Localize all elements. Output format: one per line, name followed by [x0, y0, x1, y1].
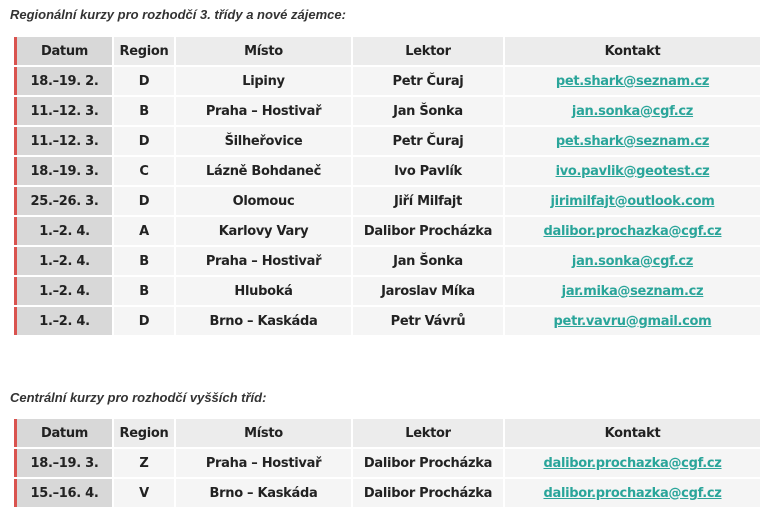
cell-kontakt [505, 277, 760, 305]
cell-kontakt [505, 307, 760, 335]
central-courses-title: Centrální kurzy pro rozhodčí vyšších tříd: [10, 390, 267, 405]
regional-courses-table [12, 35, 762, 337]
cell-misto: Hluboká [176, 277, 351, 305]
cell-lektor: Dalibor Procházka [353, 449, 503, 477]
contact-email-link[interactable]: jan.sonka@cgf.cz [571, 103, 694, 119]
contact-email-link[interactable]: jirimilfajt@outlook.com [550, 193, 715, 209]
cell-lektor: Jan Šonka [353, 247, 503, 275]
column-header-lektor: Lektor [353, 419, 503, 447]
column-header-region: Region [114, 419, 174, 447]
cell-kontakt [505, 187, 760, 215]
contact-email-link[interactable]: jar.mika@seznam.cz [561, 283, 704, 299]
cell-misto: Brno – Kaskáda [176, 307, 351, 335]
table-header-row [14, 419, 760, 447]
cell-lektor: Petr Vávrů [353, 307, 503, 335]
table-row [14, 449, 760, 477]
cell-datum: 1.–2. 4. [14, 217, 112, 245]
table-row [14, 479, 760, 507]
central-courses-table [12, 417, 762, 509]
contact-email-link[interactable]: dalibor.prochazka@cgf.cz [543, 485, 722, 501]
cell-datum: 18.–19. 3. [14, 449, 112, 477]
cell-kontakt [505, 67, 760, 95]
table-row [14, 187, 760, 215]
regional-courses-title: Regionální kurzy pro rozhodčí 3. třídy a nové zájemce: [10, 7, 346, 22]
cell-lektor: Jan Šonka [353, 97, 503, 125]
cell-lektor: Petr Čuraj [353, 127, 503, 155]
cell-lektor: Jaroslav Míka [353, 277, 503, 305]
column-header-lektor: Lektor [353, 37, 503, 65]
column-header-region: Region [114, 37, 174, 65]
cell-region: B [114, 277, 174, 305]
cell-kontakt [505, 247, 760, 275]
cell-lektor: Ivo Pavlík [353, 157, 503, 185]
table-row [14, 157, 760, 185]
cell-misto: Praha – Hostivař [176, 247, 351, 275]
table-row [14, 307, 760, 335]
cell-misto: Praha – Hostivař [176, 449, 351, 477]
cell-lektor: Dalibor Procházka [353, 479, 503, 507]
contact-email-link[interactable]: dalibor.prochazka@cgf.cz [543, 455, 722, 471]
table-row [14, 97, 760, 125]
cell-misto: Šilheřovice [176, 127, 351, 155]
table-row [14, 247, 760, 275]
cell-datum: 15.–16. 4. [14, 479, 112, 507]
contact-email-link[interactable]: petr.vavru@gmail.com [553, 313, 712, 329]
contact-email-link[interactable]: dalibor.prochazka@cgf.cz [543, 223, 722, 239]
cell-misto: Karlovy Vary [176, 217, 351, 245]
cell-datum: 18.–19. 2. [14, 67, 112, 95]
table-row [14, 67, 760, 95]
cell-datum: 1.–2. 4. [14, 307, 112, 335]
cell-kontakt [505, 449, 760, 477]
cell-datum: 11.–12. 3. [14, 97, 112, 125]
cell-kontakt [505, 157, 760, 185]
table-header-row [14, 37, 760, 65]
cell-region: A [114, 217, 174, 245]
cell-lektor: Petr Čuraj [353, 67, 503, 95]
cell-datum: 1.–2. 4. [14, 247, 112, 275]
column-header-misto: Místo [176, 37, 351, 65]
column-header-misto: Místo [176, 419, 351, 447]
column-header-kontakt: Kontakt [505, 37, 760, 65]
cell-datum: 1.–2. 4. [14, 277, 112, 305]
cell-kontakt [505, 479, 760, 507]
cell-region: B [114, 247, 174, 275]
column-header-datum: Datum [14, 419, 112, 447]
column-header-datum: Datum [14, 37, 112, 65]
cell-region: D [114, 187, 174, 215]
cell-datum: 25.–26. 3. [14, 187, 112, 215]
cell-misto: Lázně Bohdaneč [176, 157, 351, 185]
cell-kontakt [505, 217, 760, 245]
cell-misto: Brno – Kaskáda [176, 479, 351, 507]
contact-email-link[interactable]: pet.shark@seznam.cz [555, 73, 710, 89]
contact-email-link[interactable]: pet.shark@seznam.cz [555, 133, 710, 149]
cell-misto: Praha – Hostivař [176, 97, 351, 125]
cell-region: D [114, 67, 174, 95]
table-row [14, 127, 760, 155]
cell-region: B [114, 97, 174, 125]
cell-kontakt [505, 127, 760, 155]
column-header-kontakt: Kontakt [505, 419, 760, 447]
cell-region: D [114, 127, 174, 155]
cell-lektor: Dalibor Procházka [353, 217, 503, 245]
cell-misto: Lipiny [176, 67, 351, 95]
cell-region: D [114, 307, 174, 335]
table-row [14, 277, 760, 305]
contact-email-link[interactable]: jan.sonka@cgf.cz [571, 253, 694, 269]
cell-datum: 18.–19. 3. [14, 157, 112, 185]
cell-misto: Olomouc [176, 187, 351, 215]
cell-lektor: Jiří Milfajt [353, 187, 503, 215]
table-row [14, 217, 760, 245]
cell-datum: 11.–12. 3. [14, 127, 112, 155]
cell-region: Z [114, 449, 174, 477]
cell-region: V [114, 479, 174, 507]
cell-region: C [114, 157, 174, 185]
cell-kontakt [505, 97, 760, 125]
contact-email-link[interactable]: ivo.pavlik@geotest.cz [555, 163, 710, 179]
